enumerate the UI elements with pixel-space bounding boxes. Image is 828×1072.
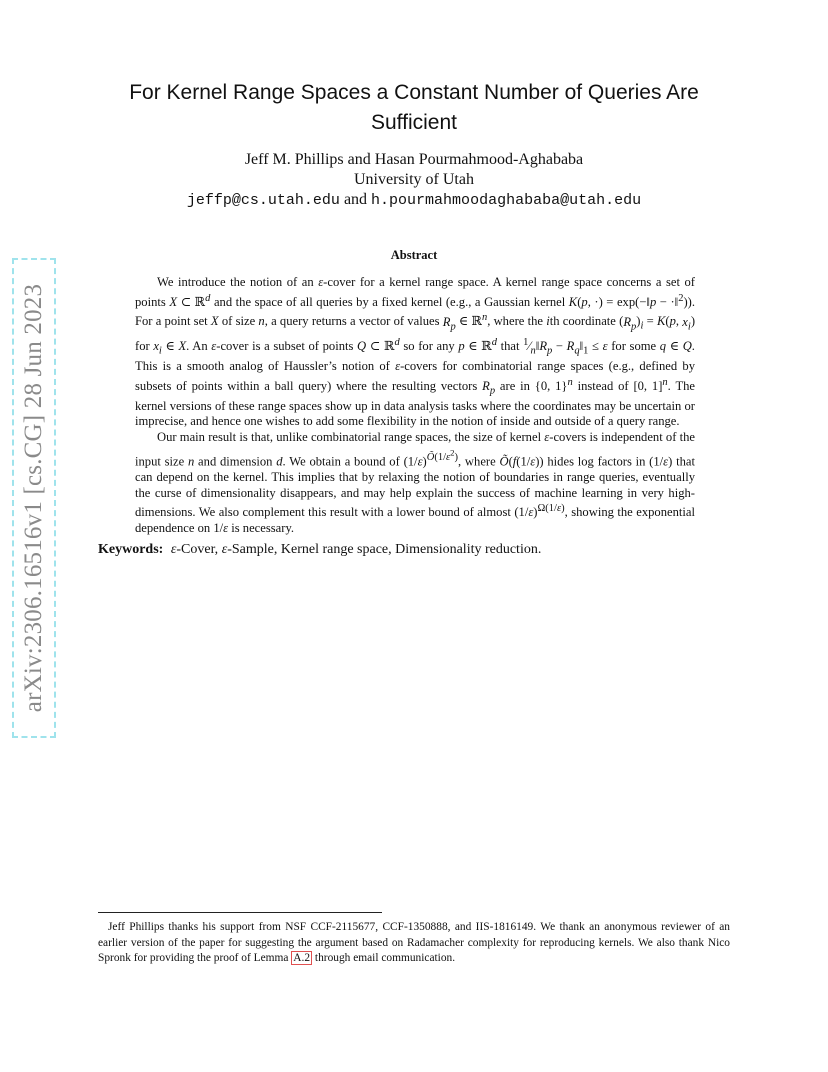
footnote-rule bbox=[98, 912, 382, 913]
paper-title: For Kernel Range Spaces a Constant Number of Queries Are Sufficient bbox=[129, 81, 699, 134]
email-link-2[interactable]: h.pourmahmoodaghababa@utah.edu bbox=[371, 192, 642, 209]
author-names: Jeff M. Phillips and Hasan Pourmahmood-Aghababa bbox=[244, 151, 584, 168]
affiliation: University of Utah bbox=[354, 171, 474, 188]
abstract-paragraph-2: Our main result is that, unlike combinatorial range spaces, the size of kernel ε-covers is independent of the input size n and dimension d. We obtain a bound of $(1/\varepsilon)^{Õ(1/\varepsilon^2)}$, where Õ(f(1/ε)) hides log factors in (1/ε) that can depend on the kernel. This implies that by relaxing the notion of boundaries in range queries, eventually the curse of dimensionality disappears, and may help explain the success of machine learning in very high-dimensions. We also complement this result with a lower bound of almost $(1/\varepsilon)^{\Omega(1/\varepsilon)}$, showing the exponential dependence on 1/ε is necessary. bbox=[135, 430, 696, 535]
arxiv-identifier[interactable]: arXiv:2306.16516v1 [cs.CG] 28 Jun 2023 bbox=[20, 283, 47, 713]
footnote: Jeff Phillips thanks his support from NSF CCF-2115677, CCF-1350888, and IIS-1816149. We thank an anonymous reviewer of an earlier version of the paper for suggesting the argument based on Radamacher complexity for reproducing kernels. We also thank Nico Spronk for providing the proof of Lemma A.2 through email communication. bbox=[98, 921, 730, 964]
keywords-label: Keywords: bbox=[98, 542, 164, 557]
abstract-paragraph-1: We introduce the notion of an ε-cover for a kernel range space. A kernel range space concerns a set of points X ⊂ ℝ$^d$ and the space of all queries by a fixed kernel (e.g., a Gaussian kernel K(p, ·) = exp(−‖p − ·‖$^2$)). For a point set X of size n, a query returns a vector of values $R_p$ ∈ ℝ$^n$, where the ith coordinate $(R_p)_i = K(p$, $x_i$) for $x_i$ ∈ X. An ε-cover is a subset of points Q ⊂ ℝ$^d$ so for any p ∈ ℝ$^d$ that $^1⁄_n‖R_p$ − $R_q‖_1 \le \varepsilon$ for some q ∈ Q. This is a smooth analog of Haussler’s notion of ε-covers for combinatorial range spaces (e.g., defined by subsets of points within a ball query) where the resulting vectors $R_p$ are in {0, 1}$^n$ instead of [0, 1]$^n$. The kernel versions of these range spaces show up in data analysis tasks where the coordinates may be uncertain or imprecise, and hence one wishes to add some flexibility in the notion of inside and outside of a query range. bbox=[135, 275, 696, 429]
abstract-heading: Abstract bbox=[390, 248, 438, 262]
email-link-1[interactable]: jeffp@cs.utah.edu bbox=[186, 192, 340, 209]
author-block bbox=[100, 150, 728, 190]
keywords-text: -Cover, bbox=[176, 542, 222, 557]
keywords-text-2: -Sample, Kernel range space, Dimensionality reduction. bbox=[227, 542, 542, 557]
email-joiner: and bbox=[343, 191, 368, 208]
keywords-line: Keywords: ε-Cover, ε-Sample, Kernel range space, Dimensionality reduction. bbox=[98, 542, 542, 557]
email-line bbox=[100, 190, 728, 211]
abstract-body bbox=[135, 275, 695, 536]
lemma-reference-link[interactable]: A.2 bbox=[293, 952, 311, 964]
